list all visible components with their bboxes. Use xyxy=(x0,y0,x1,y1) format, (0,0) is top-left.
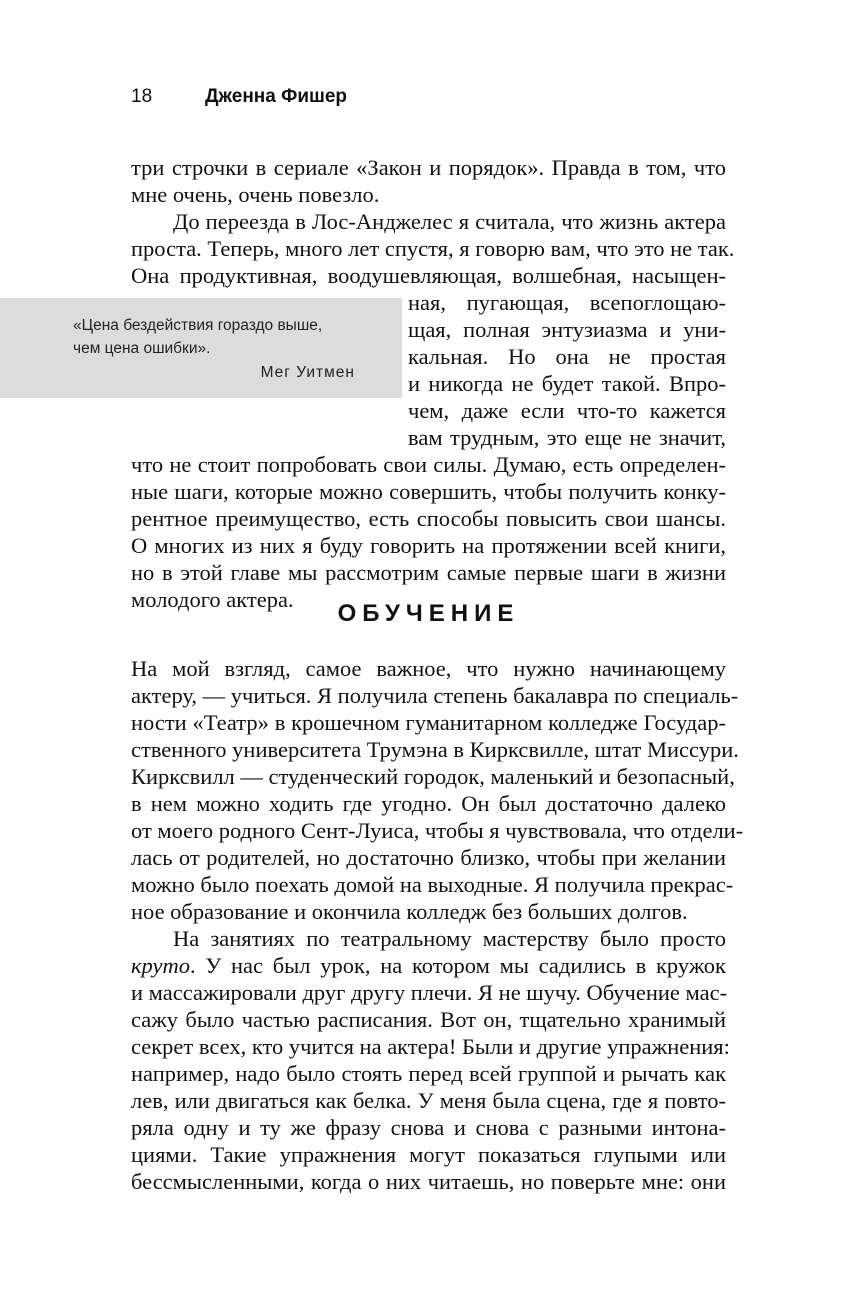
text-line: щая, полная энтузиазма и уни- xyxy=(408,317,726,342)
text-line: но в этой главе мы рассмотрим самые первые шаги в жизни xyxy=(131,560,726,585)
text-line: рентное преимущество, есть способы повысить свои шансы. xyxy=(131,506,726,531)
quote-line: чем цена ошибки». xyxy=(73,340,211,357)
text-line: Она продуктивная, воодушевляющая, волшебная, насыщен- xyxy=(131,263,726,288)
text-line: ряла одну и ту же фразу снова и снова с разными интона- xyxy=(131,1115,726,1140)
text-line: можно было поехать домой на выходные. Я получила прекрас- xyxy=(131,872,734,897)
text-line: На мой взгляд, самое важное, что нужно начинающему xyxy=(131,656,726,681)
text-line: что не стоит попробовать свои силы. Думаю, есть определен- xyxy=(131,452,726,477)
text-line: чем, даже если что-то кажется xyxy=(408,398,726,423)
text-line: и массажировали друг другу плечи. Я не шучу. Обучение мас- xyxy=(131,980,728,1005)
text-line: Кирксвилл — студенческий городок, маленький и безопасный, xyxy=(131,764,735,789)
text-line: и никогда не будет такой. Впро- xyxy=(408,371,726,396)
text-line: например, надо было стоять перед всей группой и рычать как xyxy=(131,1061,726,1086)
text-line: секрет всех, кто учится на актера! Были и другие упражнения: xyxy=(131,1034,730,1059)
quote-author: Мег Уитмен xyxy=(260,364,355,381)
sidebar-quote xyxy=(0,298,402,398)
text-line: кальная. Но она не простая xyxy=(408,344,726,369)
text-line: актеру, — учиться. Я получила степень бакалавра по специаль- xyxy=(131,683,739,708)
text-line: лась от родителей, но достаточно близко, чтобы при желании xyxy=(131,845,726,870)
text-line: На занятиях по театральному мастерству было просто xyxy=(173,926,726,951)
text-line: ная, пугающая, всепоглощаю- xyxy=(408,290,726,315)
text-line: проста. Теперь, много лет спустя, я говорю вам, что это не так. xyxy=(131,236,735,261)
text-line: циями. Такие упражнения могут показаться глупыми или xyxy=(131,1142,726,1167)
text-line: ное образование и окончила колледж без больших долгов. xyxy=(131,899,688,924)
text-line: ности «Театр» в крошечном гуманитарном колледже Государ- xyxy=(131,710,726,735)
text-line: три строчки в сериале «Закон и порядок». Правда в том, что xyxy=(131,155,726,180)
section-heading: ОБУЧЕНИЕ xyxy=(337,600,520,627)
text-line: молодого актера. xyxy=(131,587,294,612)
text-line: вам трудным, это еще не значит, xyxy=(408,425,726,450)
text-line: лев, или двигаться как белка. У меня была сцена, где я повто- xyxy=(131,1088,726,1113)
text-line: ные шаги, которые можно совершить, чтобы получить конку- xyxy=(131,479,726,504)
text-line: сажу было частью расписания. Вот он, тщательно хранимый xyxy=(131,1007,726,1032)
text-line: мне очень, очень повезло. xyxy=(131,182,380,207)
text-line: До переезда в Лос-Анджелес я считала, что жизнь актера xyxy=(173,209,726,234)
header-author: Дженна Фишер xyxy=(205,86,348,107)
line-rest: . У нас был урок, на котором мы садились в кружок xyxy=(189,953,726,978)
text-line: бессмысленными, когда о них читаешь, но поверьте мне: они xyxy=(131,1169,726,1194)
quote-text xyxy=(73,314,363,360)
text-line: О многих из них я буду говорить на протяжении всей книги, xyxy=(131,533,726,558)
text-line: от моего родного Сент-Луиса, чтобы я чувствовала, что отдели- xyxy=(131,818,744,843)
italic-word: круто xyxy=(131,953,190,978)
quote-line: «Цена бездействия гораздо выше, xyxy=(73,317,323,334)
page-number: 18 xyxy=(131,86,153,107)
text-line xyxy=(131,952,726,979)
text-line: ственного университета Трумэна в Кирксвилле, штат Миссури. xyxy=(131,737,739,762)
text-line: в нем можно ходить где угодно. Он был достаточно далеко xyxy=(131,791,726,816)
